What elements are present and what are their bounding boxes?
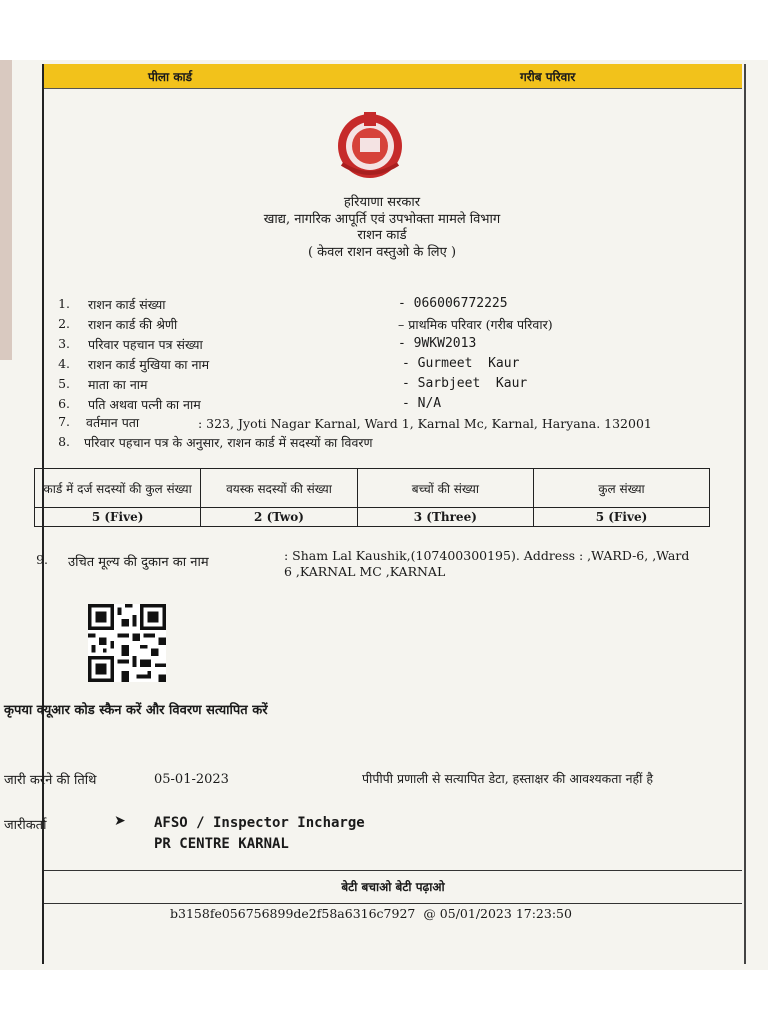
spouse-name: - N/A	[402, 396, 442, 411]
field-number: 6.	[58, 396, 70, 411]
field-label: माता का नाम	[88, 377, 148, 392]
field-number: 5.	[58, 376, 70, 391]
card-top-bar	[44, 64, 742, 89]
field-label: पति अथवा पत्नी का नाम	[88, 397, 201, 412]
table-row	[35, 508, 710, 527]
adult-members-value: 2 (Two)	[201, 508, 357, 527]
current-address: : 323, Jyoti Nagar Karnal, Ward 1, Karnal Mc, Karnal, Haryana. 132001	[198, 416, 652, 431]
field-label: राशन कार्ड संख्या	[88, 297, 166, 312]
field-number: 2.	[58, 316, 70, 331]
family-id-number: - 9WKW2013	[398, 336, 477, 351]
field-number: 8.	[58, 434, 70, 449]
table-header-cell: कुल संख्या	[533, 469, 709, 508]
qr-scan-instruction: कृपया क्यूआर कोड स्कैन करें और विवरण सत्यापित करें	[4, 703, 268, 718]
card-color-badge: पीला कार्ड	[148, 70, 193, 84]
qr-code-icon	[86, 604, 168, 682]
department-name: खाद्य, नागरिक आपूर्ति एवं उपभोक्ता मामले विभाग	[263, 212, 501, 227]
table-header-row	[35, 469, 710, 508]
haryana-emblem-icon	[334, 108, 406, 180]
verification-hash: b3158fe056756899de2f58a6316c7927 @ 05/01/2023 17:23:50	[170, 906, 572, 921]
members-table	[34, 468, 710, 527]
field-label: राशन कार्ड मुखिया का नाम	[88, 357, 210, 372]
family-category-badge: गरीब परिवार	[520, 70, 576, 84]
footer-slogan-bar	[44, 870, 742, 904]
field-label: वर्तमान पता	[86, 415, 140, 430]
field-label: परिवार पहचान पत्र संख्या	[88, 337, 203, 352]
arrow-icon: ➤	[114, 813, 126, 829]
government-name: हरियाणा सरकार	[343, 195, 421, 210]
issue-date-value: 05-01-2023	[154, 772, 229, 787]
field-label: राशन कार्ड की श्रेणी	[88, 317, 178, 332]
shop-name-line1: : Sham Lal Kaushik,(107400300195). Address : ,WARD-6, ,Ward	[284, 548, 690, 563]
children-value: 3 (Three)	[357, 508, 533, 527]
issuer-label: जारीकर्ता	[4, 818, 47, 833]
total-count-value: 5 (Five)	[533, 508, 709, 527]
ration-card-number: - 066006772225	[398, 296, 508, 311]
field-number: 1.	[58, 296, 70, 311]
ppp-verification-note: पीपीपी प्रणाली से सत्यापित डेटा, हस्ताक्षर की आवश्यकता नहीं है	[362, 771, 654, 786]
table-header-cell: बच्चों की संख्या	[357, 469, 533, 508]
field-label: उचित मूल्य की दुकान का नाम	[68, 555, 209, 570]
issue-date-label: जारी करने की तिथि	[4, 773, 97, 788]
mother-name: - Sarbjeet Kaur	[402, 376, 528, 391]
issuer-office: PR CENTRE KARNAL	[154, 836, 289, 852]
document-type: राशन कार्ड	[357, 228, 407, 243]
document-subtitle: ( केवल राशन वस्तुओ के लिए )	[307, 245, 457, 260]
members-heading: परिवार पहचान पत्र के अनुसार, राशन कार्ड में सदस्यों का विवरण	[84, 435, 373, 450]
table-header-cell: वयस्क सदस्यों की संख्या	[201, 469, 357, 508]
footer-slogan: बेटी बचाओ बेटी पढ़ाओ	[341, 880, 445, 894]
issuer-designation: AFSO / Inspector Incharge	[154, 815, 365, 831]
table-header-cell: कार्ड में दर्ज सदस्यों की कुल संख्या	[35, 469, 201, 508]
shop-name-line2: 6 ,KARNAL MC ,KARNAL	[284, 564, 446, 579]
field-number: 4.	[58, 356, 70, 371]
total-members-value: 5 (Five)	[35, 508, 201, 527]
field-number: 9.	[36, 552, 48, 567]
field-number: 3.	[58, 336, 70, 351]
card-category: – प्राथमिक परिवार (गरीब परिवार)	[398, 317, 553, 332]
field-number: 7.	[58, 414, 70, 429]
head-of-family-name: - Gurmeet Kaur	[402, 356, 520, 371]
